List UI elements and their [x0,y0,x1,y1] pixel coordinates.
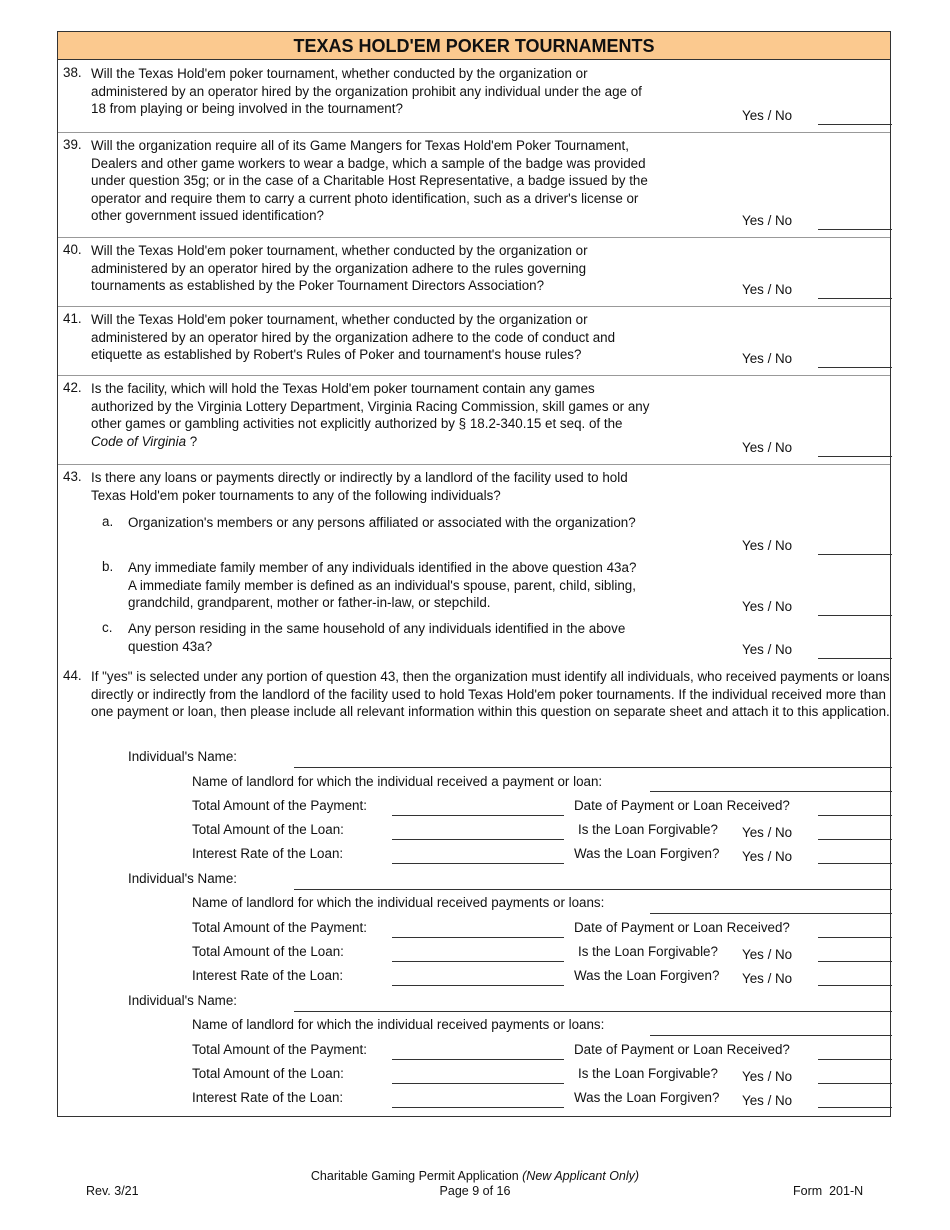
footer-form-number: Form 201-N [793,1184,864,1198]
individual-2-interest-label: Interest Rate of the Loan: [192,968,344,983]
individual-2-payment-label: Total Amount of the Payment: [192,920,367,935]
individual-3-forgiven-label: Was the Loan Forgiven? [574,1090,720,1105]
individual-1-payment-label: Total Amount of the Payment: [192,798,367,813]
question-43b-answer-line[interactable] [818,615,892,616]
question-40-answer-line[interactable] [818,298,892,299]
divider [58,306,890,307]
individual-3-date-label: Date of Payment or Loan Received? [574,1042,790,1057]
question-43a-yes-no: Yes / No [742,538,793,553]
individual-3-interest-field[interactable] [392,1107,564,1108]
question-42-code-citation: Code of Virginia [91,433,187,449]
question-43b-text: Any immediate family member of any individuals identified in the above question 43a? A immediate family member is defined as an individual's spouse, parent, child, sibling, grandchild, grandparent, mother or father-in-law, or stepchild. [128,560,637,610]
question-43b-yes-no: Yes / No [742,599,793,614]
individual-3-date-field[interactable] [818,1059,892,1060]
individual-3-forgiven-field[interactable] [818,1107,892,1108]
individual-1-forgiven-yes-no: Yes / No [742,849,793,864]
individual-2-interest-field[interactable] [392,985,564,986]
individual-1-landlord-label: Name of landlord for which the individual received a payment or loan: [192,774,603,789]
individual-3-payment-label: Total Amount of the Payment: [192,1042,367,1057]
question-39-number: 39. [63,137,82,152]
individual-3-interest-label: Interest Rate of the Loan: [192,1090,344,1105]
individual-3-name-label: Individual's Name: [128,993,237,1008]
individual-1-interest-label: Interest Rate of the Loan: [192,846,344,861]
question-43-number: 43. [63,469,82,484]
individual-3-loan-label: Total Amount of the Loan: [192,1066,344,1081]
individual-3-payment-field[interactable] [392,1059,564,1060]
individual-2-forgiven-field[interactable] [818,985,892,986]
footer-page-number: Page 9 of 16 [439,1184,511,1198]
question-43a-letter: a. [102,514,114,529]
individual-1-forgiven-label: Was the Loan Forgiven? [574,846,720,861]
question-44-number: 44. [63,668,82,683]
divider [58,132,890,133]
individual-2-name-label: Individual's Name: [128,871,237,886]
individual-2-landlord-field[interactable] [650,913,892,914]
individual-2-forgiven-yes-no: Yes / No [742,971,793,986]
question-40-text: Will the Texas Hold'em poker tournament, whether conducted by the organization or administered by an operator hired by the organization adhere to the rules governing tournaments as established by the Poker Tournament Directors Association? [91,243,588,293]
question-42-yes-no: Yes / No [742,440,793,455]
individual-3-landlord-field[interactable] [650,1035,892,1036]
individual-2-forgiven-label: Was the Loan Forgiven? [574,968,720,983]
individual-2-payment-field[interactable] [392,937,564,938]
individual-1-name-field[interactable] [294,767,892,768]
question-43c-answer-line[interactable] [818,658,892,659]
question-42-text [91,380,651,450]
question-42-answer-line[interactable] [818,456,892,457]
individual-2-name-field[interactable] [294,889,892,890]
question-40-yes-no: Yes / No [742,282,793,297]
question-42-text-end: ? [186,433,198,449]
question-41-yes-no: Yes / No [742,351,793,366]
question-39-text: Will the organization require all of its Game Mangers for Texas Hold'em Poker Tournament, Dealers and other game workers to wear a badge, which a sample of the badge was provided under question 35g; or in the case of a Charitable Host Representative, a badge issued by the operator and require them to carry a current photo identification, such as a driver's license or other government issued identification? [91,138,648,223]
individual-1-name-label: Individual's Name: [128,749,237,764]
individual-1-date-field[interactable] [818,815,892,816]
individual-3-forgivable-yes-no: Yes / No [742,1069,793,1084]
individual-3-forgiven-yes-no: Yes / No [742,1093,793,1108]
question-38-text: Will the Texas Hold'em poker tournament, whether conducted by the organization or administered by an operator hired by the organization prohibit any individual under the age of 18 from playing or being involved in the tournament? [91,66,642,116]
question-43c-letter: c. [102,620,113,635]
individual-2-landlord-label: Name of landlord for which the individual received payments or loans: [192,895,605,910]
question-43c-yes-no: Yes / No [742,642,793,657]
individual-1-loan-label: Total Amount of the Loan: [192,822,344,837]
individual-1-forgiven-field[interactable] [818,863,892,864]
divider [58,237,890,238]
footer-revision: Rev. 3/21 [86,1184,139,1198]
question-43c-text: Any person residing in the same household of any individuals identified in the above question 43a? [128,621,626,654]
individual-1-forgivable-yes-no: Yes / No [742,825,793,840]
question-38-answer-line[interactable] [818,124,892,125]
question-43b-letter: b. [102,559,114,574]
individual-3-forgivable-label: Is the Loan Forgivable? [578,1066,718,1081]
individual-2-loan-label: Total Amount of the Loan: [192,944,344,959]
individual-3-landlord-label: Name of landlord for which the individual received payments or loans: [192,1017,605,1032]
individual-2-loan-field[interactable] [392,961,564,962]
question-41-text: Will the Texas Hold'em poker tournament, whether conducted by the organization or administered by an operator hired by the organization adhere to the code of conduct and etiquette as established by Robert's Rules of Poker and tournament's house rules? [91,312,616,362]
question-39-yes-no: Yes / No [742,213,793,228]
individual-3-forgivable-field[interactable] [818,1083,892,1084]
question-43a-answer-line[interactable] [818,554,892,555]
individual-2-date-field[interactable] [818,937,892,938]
footer-title [0,1169,950,1184]
question-42-text-main: Is the facility, which will hold the Texas Hold'em poker tournament contain any games authorized by the Virginia Lottery Department, Virginia Racing Commission, skill games or any other games or gambling activities not explicitly authorized by § 18.2-340.15 et seq. of the [91,381,650,431]
question-40-number: 40. [63,242,82,257]
individual-1-forgivable-field[interactable] [818,839,892,840]
individual-2-forgivable-field[interactable] [818,961,892,962]
individual-3-loan-field[interactable] [392,1083,564,1084]
individual-3-name-field[interactable] [294,1011,892,1012]
individual-1-loan-field[interactable] [392,839,564,840]
individual-1-landlord-field[interactable] [650,791,892,792]
divider [58,375,890,376]
question-38-yes-no: Yes / No [742,108,793,123]
individual-1-payment-field[interactable] [392,815,564,816]
question-44-text: If "yes" is selected under any portion of question 43, then the organization must identify all individuals, who received payments or loans directly or indirectly from the landlord of the facility used to hold Texas Hold'em poker tournaments. If the individual received more than one payment or loan, then please include all relevant information within this question on separate sheet and attach it to this application. [91,669,890,719]
divider [58,464,890,465]
individual-2-forgivable-yes-no: Yes / No [742,947,793,962]
question-41-number: 41. [63,311,82,326]
section-title: TEXAS HOLD'EM POKER TOURNAMENTS [58,32,890,60]
footer-title-italic: (New Applicant Only) [522,1169,640,1183]
question-38-number: 38. [63,65,82,80]
question-39-answer-line[interactable] [818,229,892,230]
individual-2-forgivable-label: Is the Loan Forgivable? [578,944,718,959]
individual-1-date-label: Date of Payment or Loan Received? [574,798,790,813]
individual-2-date-label: Date of Payment or Loan Received? [574,920,790,935]
question-43-text: Is there any loans or payments directly or indirectly by a landlord of the facility used to hold Texas Hold'em poker tournaments to any of the following individuals? [91,470,628,503]
individual-1-interest-field[interactable] [392,863,564,864]
footer-title-text: Charitable Gaming Permit Application [310,1169,519,1183]
question-43a-text: Organization's members or any persons affiliated or associated with the organization? [128,515,636,530]
question-42-number: 42. [63,380,82,395]
individual-1-forgivable-label: Is the Loan Forgivable? [578,822,718,837]
form-frame [57,31,891,1117]
question-41-answer-line[interactable] [818,367,892,368]
